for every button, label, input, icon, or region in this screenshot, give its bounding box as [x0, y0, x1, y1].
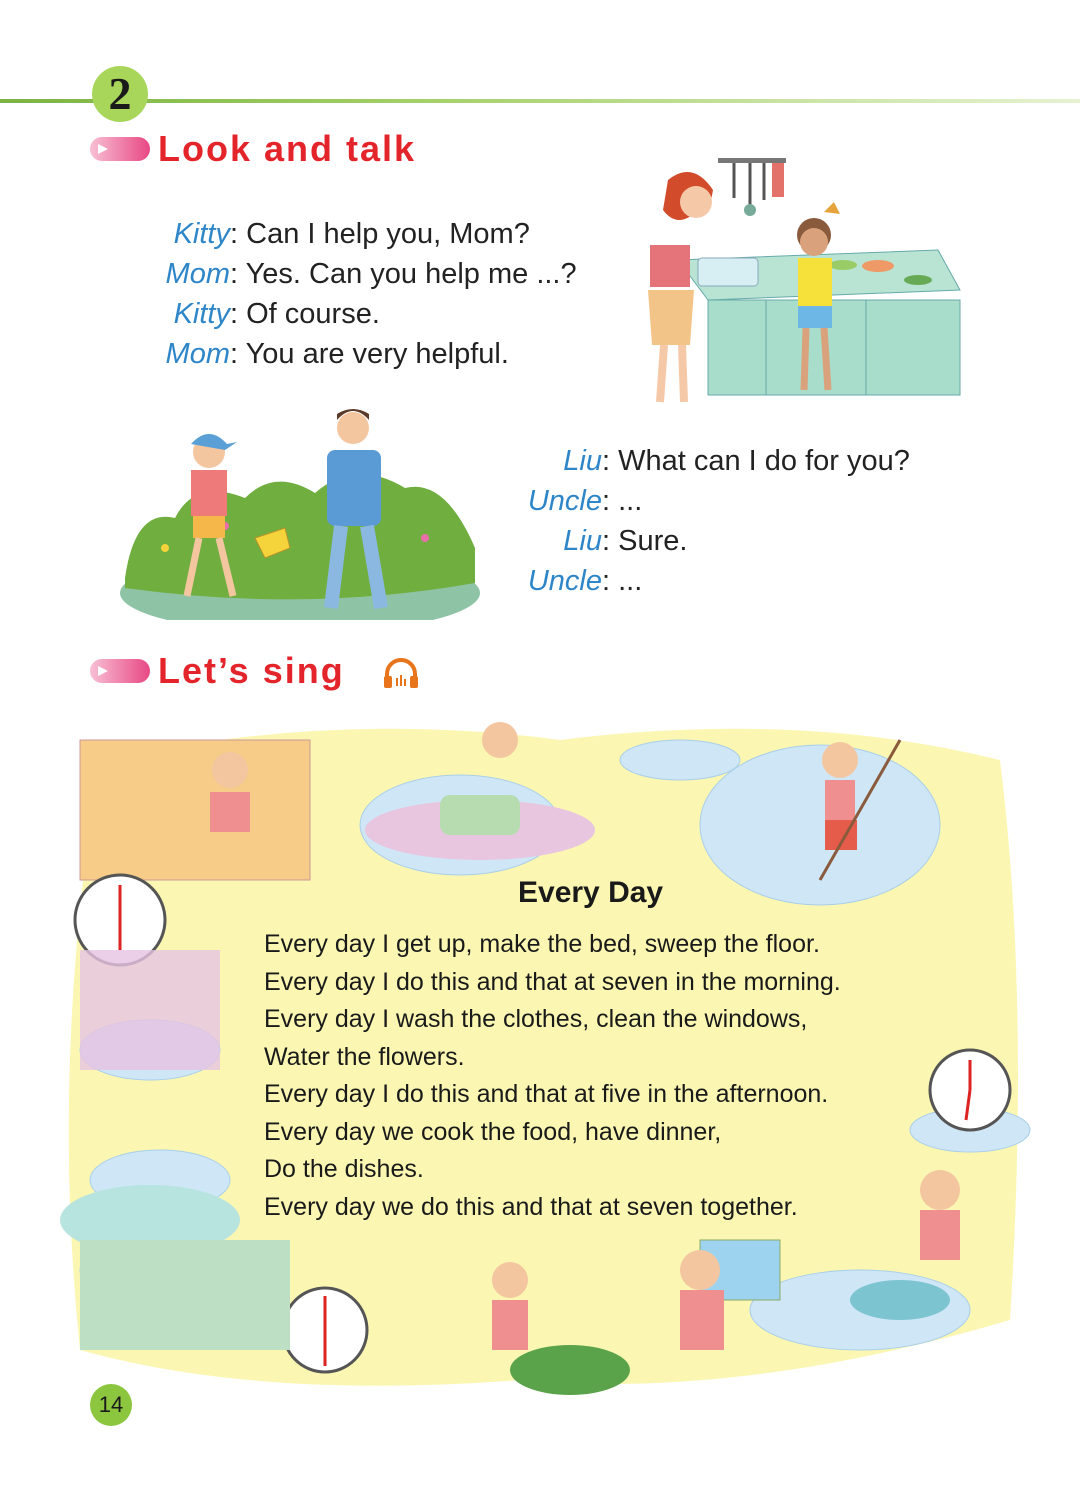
dialogue-line: Kitty: Can I help you, Mom? [150, 214, 577, 254]
speaker-name: Uncle [527, 485, 602, 517]
section-marker-icon [90, 137, 150, 161]
header-rule [0, 99, 1080, 103]
dialogue-liu-uncle [512, 441, 910, 601]
speaker-name: Uncle [527, 565, 602, 597]
lyric-line: Every day I do this and that at five in the afternoon. [264, 1080, 829, 1108]
speaker-name: Kitty [173, 298, 230, 330]
dialogue-line: Kitty: Of course. [150, 294, 577, 334]
lyric-line: Every day we do this and that at seven together. [264, 1192, 798, 1221]
section-title-look-and-talk: Look and talk [158, 128, 417, 169]
lyric-line: Do the dishes. [264, 1155, 424, 1183]
lyric-line: Every day I wash the clothes, clean the windows, [264, 1005, 808, 1033]
dialogue-line: Mom: Yes. Can you help me ...? [150, 254, 577, 294]
section-marker-icon [90, 659, 150, 683]
section-title-lets-sing: Let’s sing [158, 650, 345, 691]
lyric-line: Every day we cook the food, have dinner, [264, 1117, 722, 1146]
dialogue-text: ... [618, 565, 643, 597]
dialogue-text: ... [618, 485, 643, 517]
dialogue-line: Uncle: ... [512, 561, 910, 601]
page-number-badge: 14 [90, 1384, 132, 1426]
speaker-name: Mom [165, 258, 230, 290]
dialogue-line: Liu: Sure. [512, 521, 910, 561]
dialogue-text: You are very helpful. [245, 338, 509, 370]
dialogue-kitty-mom [150, 214, 577, 374]
dialogue-text: Yes. Can you help me ...? [245, 258, 577, 290]
speaker-name: Liu [563, 525, 602, 557]
dialogue-text: Sure. [618, 525, 688, 557]
dialogue-text: Of course. [246, 298, 380, 330]
lyric-line: Water the flowers. [264, 1042, 465, 1071]
dialogue-line: Mom: You are very helpful. [150, 334, 577, 374]
garden-illustration [105, 398, 490, 620]
kitchen-illustration [638, 150, 968, 415]
lyric-line: Every day I do this and that at seven in the morning. [264, 967, 841, 996]
lyric-line: Every day I get up, make the bed, sweep the floor. [264, 930, 820, 958]
headphones-icon[interactable] [382, 656, 420, 690]
dialogue-line: Uncle: ... [512, 481, 910, 521]
dialogue-text: What can I do for you? [618, 445, 910, 477]
speaker-name: Kitty [173, 218, 230, 250]
dialogue-text: Can I help you, Mom? [246, 218, 530, 250]
song-lyrics [264, 926, 841, 1226]
speaker-name: Mom [165, 338, 230, 370]
speaker-name: Liu [563, 445, 602, 477]
unit-number-badge: 2 [92, 66, 148, 122]
song-title: Every Day [518, 876, 664, 909]
dialogue-line: Liu: What can I do for you? [512, 441, 910, 481]
